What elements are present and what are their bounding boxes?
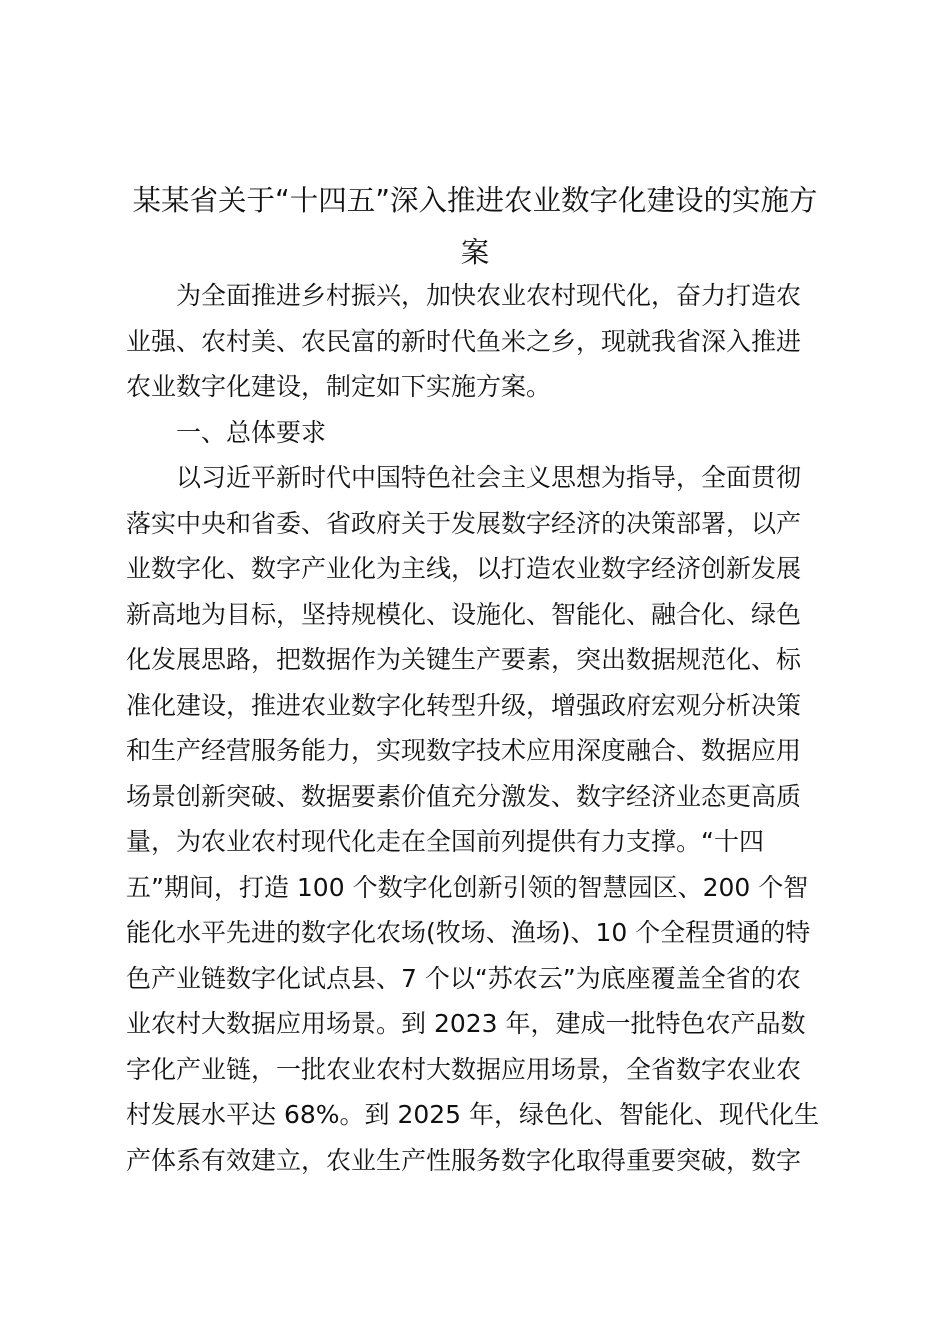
paragraph-line: 字化产业链，一批农业农村大数据应用场景，全省数字农业农 xyxy=(126,1054,802,1084)
paragraph-line: 能化水平先进的数字化农场(牧场、渔场)、10 个全程贯通的特 xyxy=(126,918,811,947)
paragraph-line: 五”期间，打造 100 个数字化创新引领的智慧园区、200 个智 xyxy=(126,872,809,902)
paragraph-line: 新高地为目标，坚持规模化、设施化、智能化、融合化、绿色 xyxy=(126,599,802,629)
paragraph-line: 为全面推进乡村振兴，加快农业农村现代化，奋力打造农 xyxy=(176,281,802,310)
paragraph-line: 色产业链数字化试点县、7 个以“苏农云”为底座覆盖全省的农 xyxy=(126,963,801,993)
paragraph-line: 场景创新突破、数据要素价值充分激发、数字经济业态更高质 xyxy=(126,781,802,811)
paragraph-line: 村发展水平达 68%。到 2025 年，绿色化、智能化、现代化生 xyxy=(126,1100,820,1129)
paragraph-line: 农业数字化建设，制定如下实施方案。 xyxy=(126,372,552,401)
title-line: 案 xyxy=(460,236,490,269)
paragraph-line: 产体系有效建立，农业生产性服务数字化取得重要突破，数字 xyxy=(126,1145,802,1175)
paragraph-line: 以习近平新时代中国特色社会主义思想为指导，全面贯彻 xyxy=(176,463,802,492)
paragraph-line: 业数字化、数字产业化为主线，以打造农业数字经济创新发展 xyxy=(126,554,802,583)
title-line: 某某省关于“十四五”深入推进农业数字化建设的实施方 xyxy=(132,184,818,217)
document-title xyxy=(125,175,825,279)
paragraph-line: 业农村大数据应用场景。到 2023 年，建成一批特色农产品数 xyxy=(126,1009,806,1038)
paragraph-line: 落实中央和省委、省政府关于发展数字经济的决策部署，以产 xyxy=(126,508,802,538)
paragraph-line: 业强、农村美、农民富的新时代鱼米之乡，现就我省深入推进 xyxy=(126,326,802,356)
paragraph-line: 量，为农业农村现代化走在全国前列提供有力支撑。“十四 xyxy=(126,827,764,856)
paragraph-line: 和生产经营服务能力，实现数字技术应用深度融合、数据应用 xyxy=(126,736,802,765)
section-heading: 一、总体要求 xyxy=(176,417,327,447)
paragraph-line: 化发展思路，把数据作为关键生产要素，突出数据规范化、标 xyxy=(126,645,802,674)
paragraph-line: 准化建设，推进农业数字化转型升级，增强政府宏观分析决策 xyxy=(126,690,802,720)
document-body xyxy=(126,273,826,1183)
